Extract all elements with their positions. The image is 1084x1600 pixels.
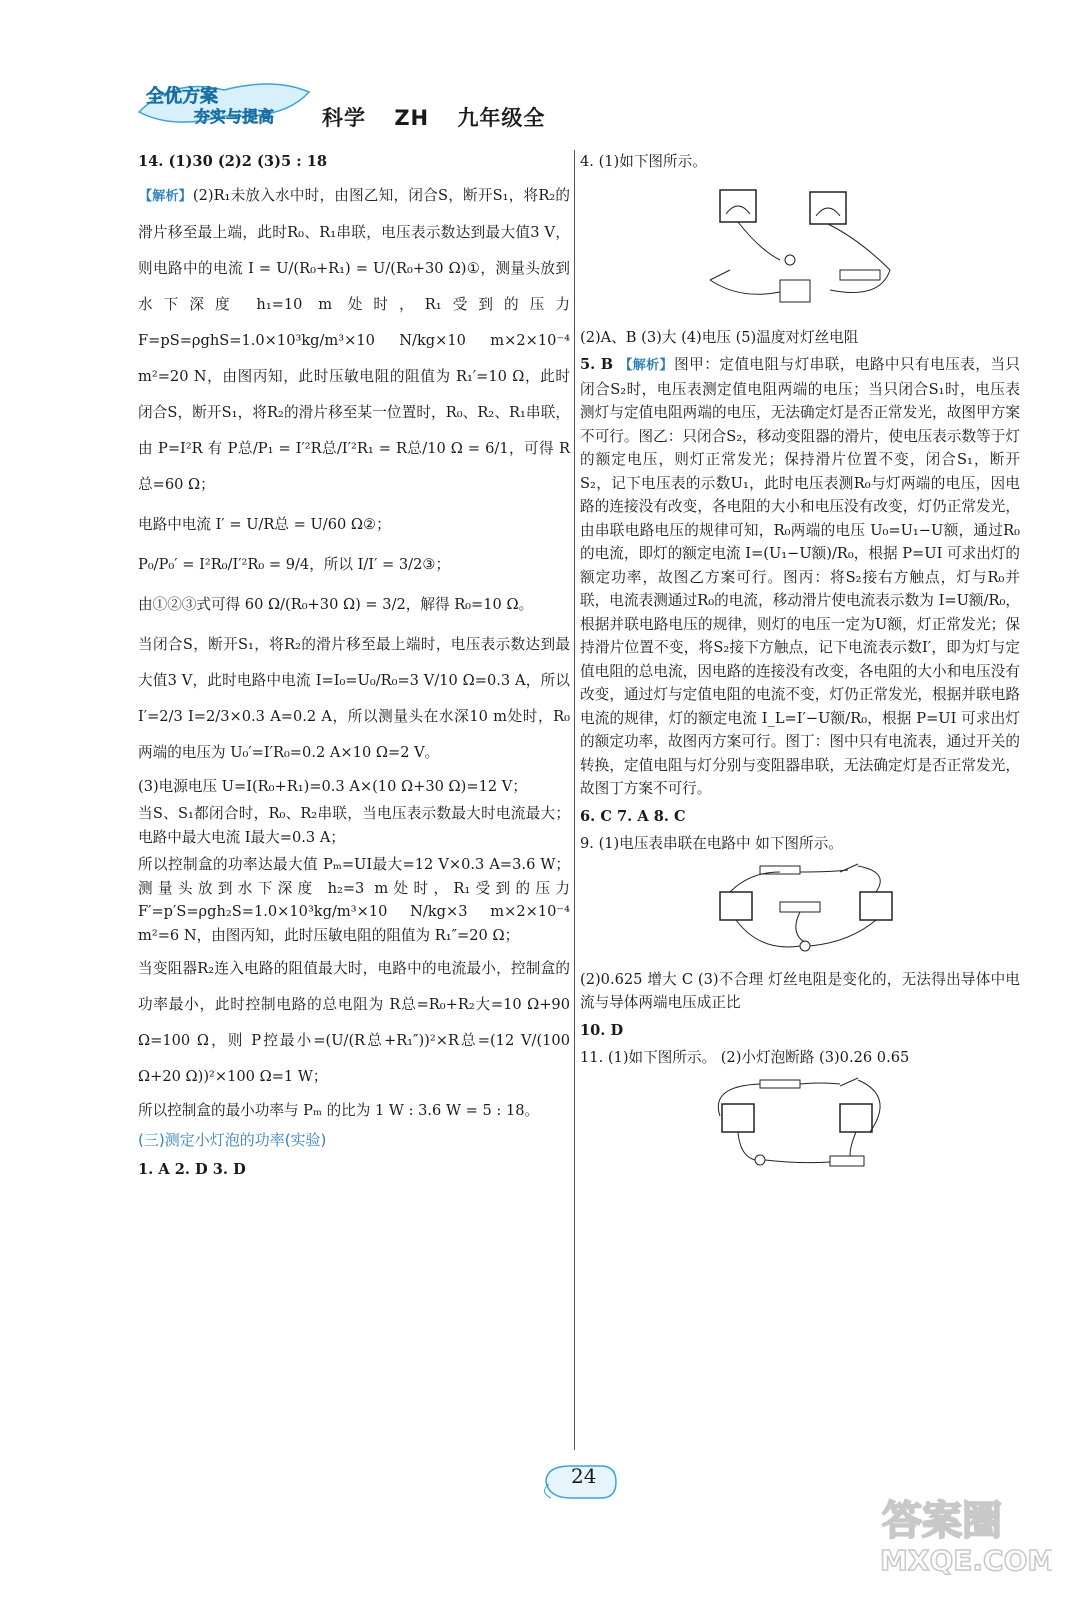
q1-3-answers: 1. A 2. D 3. D <box>138 1161 246 1178</box>
grade-label: 九年级全 <box>457 106 546 130</box>
q10-answer: 10. D <box>580 1021 624 1039</box>
q9-answer: 9. (1)电压表串联在电路中 如下图所示。 <box>580 835 843 852</box>
q9-circuit-figure <box>700 862 900 962</box>
q4-answer: 4. (1)如下图所示。 <box>580 153 707 170</box>
q14-p9: 当变阻器R₂连入电路的阻值最大时，电路中的电流最小，控制盒的功率最小，此时控制电路的总电阻为 R总=R₀+R₂大=10 Ω+90 Ω=100 Ω，则 P控最小=(U/(R总+R₁″))²×R总=(12 V/(100 Ω+20 Ω))²×100 Ω=1 W； <box>138 960 570 1085</box>
q14-p3: P₀/P₀′ = I²R₀/I′²R₀ = 9/4，所以 I/I′ = 3/2③； <box>138 555 451 573</box>
page-number: 24 <box>571 1464 597 1488</box>
q5-explanation <box>580 353 1020 801</box>
right-column <box>580 150 1020 1182</box>
edition-code: ZH <box>394 106 430 130</box>
q14-p10: 所以控制盒的最小功率与 Pₘ 的比为 1 W : 3.6 W = 5 : 18。 <box>138 1102 540 1119</box>
q14-p4: 由①②③式可得 60 Ω/(R₀+30 Ω) = 3/2，解得 R₀=10 Ω。 <box>138 595 534 613</box>
q6-8-answers: 6. C 7. A 8. C <box>580 807 686 825</box>
page-header <box>134 72 594 142</box>
q14-explanation-1 <box>138 178 570 503</box>
book-logo <box>134 72 314 132</box>
q4-circuit-figure <box>700 180 900 320</box>
left-column <box>138 150 570 1186</box>
q14-p7: 当S、S₁都闭合时，R₀、R₂串联，当电压表示数最大时电流最大；电路中最大电流 I最大=0.3 A； <box>138 805 570 846</box>
column-divider <box>574 150 575 1450</box>
svg-text:MXQE.COM: MXQE.COM <box>880 1544 1052 1577</box>
q4-answer-2: (2)A、B (3)大 (4)电压 (5)温度对灯丝电阻 <box>580 328 859 346</box>
subject-title <box>322 102 565 132</box>
jiexi-tag-2: 【解析】 <box>619 358 674 373</box>
section-title: (三)测定小灯泡的功率(实验) <box>138 1130 327 1149</box>
watermark-logo <box>872 1488 1052 1578</box>
svg-text:全优方案: 全优方案 <box>146 86 218 107</box>
q11-answer: 11. (1)如下图所示。 (2)小灯泡断路 (3)0.26 0.65 <box>580 1049 910 1066</box>
q14-p1: (2)R₁未放入水中时，由图乙知，闭合S，断开S₁，将R₂的滑片移至最上端，此时R₀、R₁串联，电压表示数达到最大值3 V，则电路中的电流 I = U/(R₀+R₁) = U/(R₀+30 Ω)①，测量头放到水下深度 h₁=10 m 处时，R₁受到的压力 F=pS=ρghS=1.0×10³kg/m³×10 N/kg×10 m×2×10⁻⁴ m²=20 N，由图丙知，此时压敏电阻的阻值为 R₁′=10 Ω，此时闭合S，断开S₁，将R₂的滑片移至某一位置时，R₀、R₂、R₁串联，由 P=I²R 有 P总/P₁ = I′²R总/I′²R₁ = R总/10 Ω = 6/1，可得 R总=60 Ω； <box>138 186 570 493</box>
q14-p8: 所以控制盒的功率达最大值 Pₘ=UI最大=12 V×0.3 A=3.6 W；测量头放到水下深度 h₂=3 m处时，R₁受到的压力 F′=p′S=ρgh₂S=1.0×10³kg/m³×10 N/kg×3 m×2×10⁻⁴ m²=6 N，由图丙知，此时压敏电阻的阻值为 R₁″=20 Ω； <box>138 856 570 944</box>
q5-head: 5. B <box>580 356 614 373</box>
q14-p5: 当闭合S，断开S₁，将R₂的滑片移至最上端时，电压表示数达到最大值3 V，此时电路中电流 I=I₀=U₀/R₀=3 V/10 Ω=0.3 A，所以 I′=2/3 I=2/3×0.3 A=0.2 A，所以测量头在水深10 m处时，R₀两端的电压为 U₀′=I′R₀=0.2 A×10 Ω=2 V。 <box>138 635 570 761</box>
svg-text:夯实与提高: 夯实与提高 <box>194 107 275 126</box>
page-number-badge <box>541 1462 631 1502</box>
subject-name: 科学 <box>322 106 366 130</box>
svg-text:答案圈: 答案圈 <box>882 1498 1002 1544</box>
jiexi-tag: 【解析】 <box>139 188 192 204</box>
q9-answer-2: (2)0.625 增大 C (3)不合理 灯丝电阻是变化的，无法得出导体中电流与导体两端电压成正比 <box>580 970 1020 1011</box>
q14-answer: 14. (1)30 (2)2 (3)5 : 18 <box>138 153 327 170</box>
q5-text: 图甲：定值电阻与灯串联，电路中只有电压表，当只闭合S₂时，电压表测定值电阻两端的电压；当只闭合S₁时，电压表测灯与定值电阻两端的电压，无法确定灯是否正常发光，故图甲方案不可行。图乙：只闭合S₂，移动变阻器的滑片，使电压表示数等于灯的额定电压，则灯正常发光；保持滑片位置不变，闭合S₁，断开S₂，记下电压表的示数U₁，此时电压表测R₀与灯两端的电压，因电路的连接没有改变，各电阻的大小和电压没有改变，灯仍正常发光，由串联电路电压的规律可知，R₀两端的电压 U₀=U₁−U额，通过R₀的电流，即灯的额定电流 I=(U₁−U额)/R₀，根据 P=UI 可求出灯的额定功率，故图乙方案可行。图丙：将S₂接右方触点，灯与R₀并联，电流表测通过R₀的电流，移动滑片使电流表示数为 I=U额/R₀，根据并联电路电压的规律，则灯的电压一定为U额，灯正常发光；保持滑片位置不变，将S₂接下方触点，记下电流表示数I′，即为灯与定值电阻的总电流，因电路的连接没有改变，各电阻的大小和电压没有改变，通过灯与定值电阻的电流不变，灯仍正常发光，根据并联电路电流的规律，灯的额定电流 I_L=I′−U额/R₀，根据 P=UI 可求出灯的额定功率，故图丙方案可行。图丁：图中只有电流表，通过开关的转换，定值电阻与灯分别与变阻器串联，无法确定灯是否正常发光，故图丁方案不可行。 <box>580 356 1020 797</box>
q11-circuit-figure <box>700 1076 900 1176</box>
q14-p6: (3)电源电压 U=I(R₀+R₁)=0.3 A×(10 Ω+30 Ω)=12 V； <box>138 777 527 795</box>
q14-p2: 电路中电流 I′ = U/R总 = U/60 Ω②； <box>138 515 391 533</box>
